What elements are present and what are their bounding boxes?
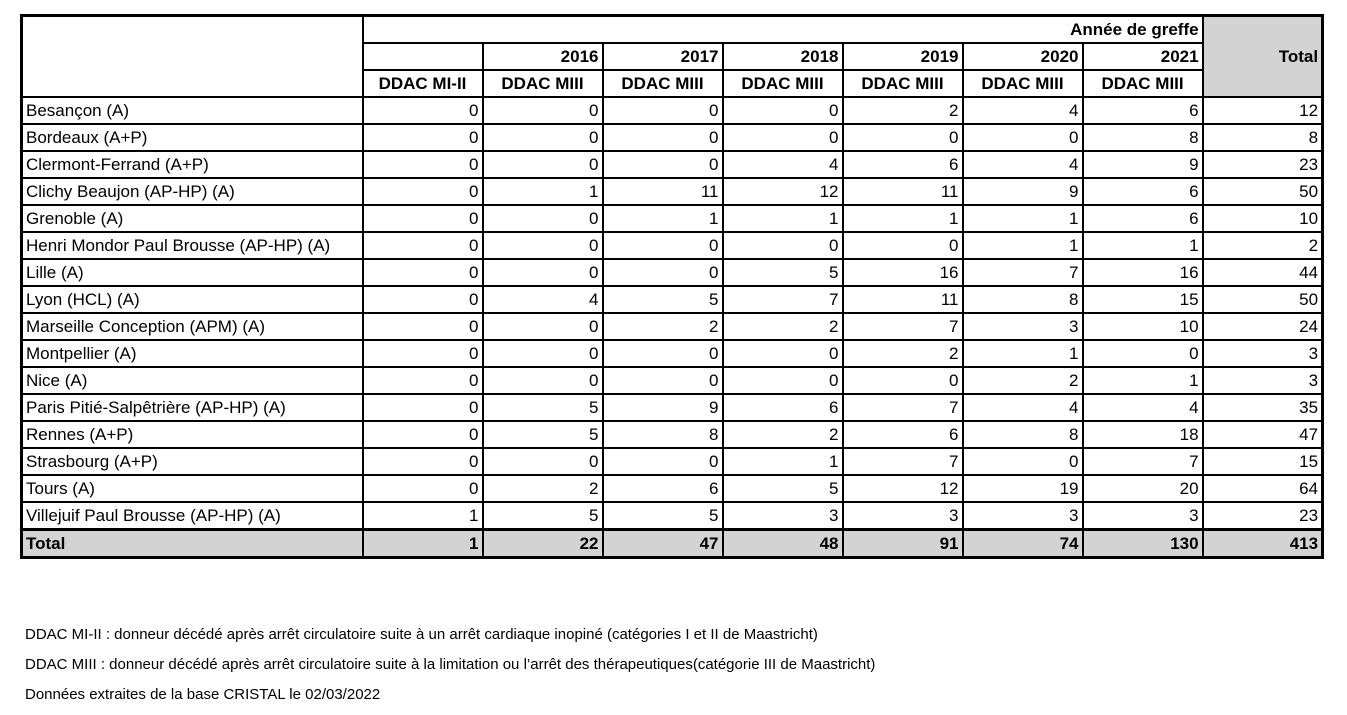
year-header: 2018: [723, 43, 843, 70]
value-cell: 9: [1083, 151, 1203, 178]
value-cell: 4: [1083, 394, 1203, 421]
value-cell: 1: [1083, 367, 1203, 394]
value-cell: 0: [483, 205, 603, 232]
value-cell: 6: [843, 151, 963, 178]
value-cell: 6: [723, 394, 843, 421]
row-total-cell: 64: [1203, 475, 1323, 502]
value-cell: 4: [963, 97, 1083, 124]
table-row: [22, 367, 1323, 394]
row-label: Nice (A): [22, 367, 363, 394]
donor-category-header: DDAC MIII: [723, 70, 843, 97]
row-total-cell: 8: [1203, 124, 1323, 151]
table-row: [22, 259, 1323, 286]
value-cell: 0: [483, 232, 603, 259]
value-cell: 2: [843, 340, 963, 367]
row-label: Strasbourg (A+P): [22, 448, 363, 475]
row-total-cell: 47: [1203, 421, 1323, 448]
value-cell: 20: [1083, 475, 1203, 502]
row-total-cell: 10: [1203, 205, 1323, 232]
value-cell: 0: [483, 97, 603, 124]
table-row: [22, 124, 1323, 151]
table-row: [22, 286, 1323, 313]
value-cell: 11: [843, 286, 963, 313]
value-cell: 6: [1083, 205, 1203, 232]
value-cell: 0: [603, 124, 723, 151]
value-cell: 3: [963, 502, 1083, 530]
value-cell: 11: [843, 178, 963, 205]
row-total-cell: 413: [1203, 530, 1323, 558]
donor-category-header: DDAC MIII: [483, 70, 603, 97]
value-cell: 7: [1083, 448, 1203, 475]
value-cell: 16: [1083, 259, 1203, 286]
value-cell: 0: [963, 448, 1083, 475]
footnote-ddac-miii: DDAC MIII : donneur décédé après arrêt circulatoire suite à la limitation ou l’arrêt des thérapeutiques(catégorie III de Maastricht): [25, 656, 876, 673]
value-cell: 2: [843, 97, 963, 124]
year-header: 2020: [963, 43, 1083, 70]
row-label: Besançon (A): [22, 97, 363, 124]
table-row: [22, 205, 1323, 232]
value-cell: 0: [963, 124, 1083, 151]
value-cell: 7: [843, 448, 963, 475]
value-cell: 4: [483, 286, 603, 313]
value-cell: 8: [963, 286, 1083, 313]
value-cell: 4: [723, 151, 843, 178]
table-row: [22, 340, 1323, 367]
year-blank-cell: [363, 43, 483, 70]
value-cell: 2: [483, 475, 603, 502]
table-header: [22, 16, 1323, 98]
total-column-header: Total: [1203, 16, 1323, 98]
value-cell: 19: [963, 475, 1083, 502]
row-total-cell: 50: [1203, 178, 1323, 205]
footnote-data-source: Données extraites de la base CRISTAL le 02/03/2022: [25, 686, 381, 703]
value-cell: 1: [363, 502, 483, 530]
value-cell: 0: [483, 151, 603, 178]
value-cell: 130: [1083, 530, 1203, 558]
value-cell: 2: [723, 421, 843, 448]
value-cell: 8: [1083, 124, 1203, 151]
value-cell: 0: [843, 367, 963, 394]
year-header: 2016: [483, 43, 603, 70]
value-cell: 10: [1083, 313, 1203, 340]
row-total-cell: 15: [1203, 448, 1323, 475]
transplant-table: [20, 14, 1324, 559]
value-cell: 5: [723, 475, 843, 502]
value-cell: 0: [483, 448, 603, 475]
row-label: Grenoble (A): [22, 205, 363, 232]
row-total-cell: 35: [1203, 394, 1323, 421]
donor-category-header: DDAC MIII: [1083, 70, 1203, 97]
value-cell: 4: [963, 394, 1083, 421]
row-total-cell: 12: [1203, 97, 1323, 124]
value-cell: 5: [483, 394, 603, 421]
row-label: Henri Mondor Paul Brousse (AP-HP) (A): [22, 232, 363, 259]
value-cell: 4: [963, 151, 1083, 178]
value-cell: 1: [963, 340, 1083, 367]
value-cell: 0: [723, 97, 843, 124]
value-cell: 0: [363, 421, 483, 448]
value-cell: 0: [843, 232, 963, 259]
row-total-cell: 24: [1203, 313, 1323, 340]
value-cell: 0: [363, 178, 483, 205]
value-cell: 1: [1083, 232, 1203, 259]
value-cell: 7: [843, 394, 963, 421]
value-cell: 8: [603, 421, 723, 448]
value-cell: 1: [483, 178, 603, 205]
value-cell: 15: [1083, 286, 1203, 313]
value-cell: 9: [603, 394, 723, 421]
row-label: Tours (A): [22, 475, 363, 502]
year-header: 2019: [843, 43, 963, 70]
table-body: [22, 97, 1323, 558]
table-row: [22, 394, 1323, 421]
row-label: Bordeaux (A+P): [22, 124, 363, 151]
table-row: [22, 502, 1323, 530]
value-cell: 1: [723, 448, 843, 475]
value-cell: 1: [363, 530, 483, 558]
value-cell: 0: [723, 232, 843, 259]
value-cell: 0: [483, 313, 603, 340]
value-cell: 91: [843, 530, 963, 558]
year-header: 2021: [1083, 43, 1203, 70]
value-cell: 1: [723, 205, 843, 232]
value-cell: 2: [963, 367, 1083, 394]
value-cell: 0: [603, 259, 723, 286]
row-label: Paris Pitié-Salpêtrière (AP-HP) (A): [22, 394, 363, 421]
value-cell: 2: [603, 313, 723, 340]
value-cell: 7: [723, 286, 843, 313]
row-label: Marseille Conception (APM) (A): [22, 313, 363, 340]
value-cell: 12: [723, 178, 843, 205]
table-row: [22, 97, 1323, 124]
value-cell: 0: [363, 394, 483, 421]
row-label: Lille (A): [22, 259, 363, 286]
value-cell: 0: [723, 124, 843, 151]
year-header: 2017: [603, 43, 723, 70]
value-cell: 0: [603, 97, 723, 124]
value-cell: 0: [363, 232, 483, 259]
value-cell: 6: [1083, 178, 1203, 205]
value-cell: 22: [483, 530, 603, 558]
value-cell: 0: [483, 124, 603, 151]
table-row: [22, 151, 1323, 178]
value-cell: 11: [603, 178, 723, 205]
value-cell: 6: [843, 421, 963, 448]
value-cell: 16: [843, 259, 963, 286]
row-total-cell: 2: [1203, 232, 1323, 259]
value-cell: 5: [603, 286, 723, 313]
row-total-cell: 3: [1203, 340, 1323, 367]
table-row: [22, 313, 1323, 340]
value-cell: 0: [363, 475, 483, 502]
donor-category-header: DDAC MIII: [963, 70, 1083, 97]
value-cell: 0: [363, 286, 483, 313]
value-cell: 0: [483, 259, 603, 286]
header-corner: [22, 16, 363, 98]
value-cell: 5: [603, 502, 723, 530]
donor-category-header: DDAC MIII: [603, 70, 723, 97]
value-cell: 0: [363, 151, 483, 178]
value-cell: 0: [843, 124, 963, 151]
value-cell: 3: [723, 502, 843, 530]
value-cell: 0: [483, 367, 603, 394]
value-cell: 0: [363, 124, 483, 151]
value-cell: 1: [843, 205, 963, 232]
row-total-cell: 23: [1203, 151, 1323, 178]
table-row: [22, 178, 1323, 205]
value-cell: 7: [843, 313, 963, 340]
total-row: [22, 530, 1323, 558]
row-label: Lyon (HCL) (A): [22, 286, 363, 313]
table-row: [22, 475, 1323, 502]
value-cell: 18: [1083, 421, 1203, 448]
annee-de-greffe-header: Année de greffe: [363, 16, 1203, 44]
value-cell: 0: [363, 340, 483, 367]
row-label: Montpellier (A): [22, 340, 363, 367]
value-cell: 0: [723, 367, 843, 394]
value-cell: 3: [843, 502, 963, 530]
value-cell: 0: [363, 205, 483, 232]
row-total-cell: 3: [1203, 367, 1323, 394]
value-cell: 1: [963, 232, 1083, 259]
footnote-ddac-mi-ii: DDAC MI-II : donneur décédé après arrêt circulatoire suite à un arrêt cardiaque inopiné (catégories I et II de Maastricht): [25, 626, 818, 643]
value-cell: 0: [603, 232, 723, 259]
value-cell: 2: [723, 313, 843, 340]
value-cell: 0: [363, 448, 483, 475]
value-cell: 3: [1083, 502, 1203, 530]
row-label: Total: [22, 530, 363, 558]
value-cell: 0: [603, 367, 723, 394]
value-cell: 0: [603, 448, 723, 475]
row-total-cell: 50: [1203, 286, 1323, 313]
value-cell: 5: [723, 259, 843, 286]
value-cell: 0: [483, 340, 603, 367]
value-cell: 6: [603, 475, 723, 502]
value-cell: 3: [963, 313, 1083, 340]
value-cell: 0: [363, 259, 483, 286]
value-cell: 5: [483, 502, 603, 530]
value-cell: 12: [843, 475, 963, 502]
value-cell: 0: [603, 340, 723, 367]
donor-category-header: DDAC MI-II: [363, 70, 483, 97]
row-total-cell: 44: [1203, 259, 1323, 286]
row-label: Clichy Beaujon (AP-HP) (A): [22, 178, 363, 205]
row-label: Villejuif Paul Brousse (AP-HP) (A): [22, 502, 363, 530]
value-cell: 0: [363, 97, 483, 124]
table-row: [22, 421, 1323, 448]
value-cell: 47: [603, 530, 723, 558]
value-cell: 0: [363, 313, 483, 340]
table-row: [22, 448, 1323, 475]
value-cell: 0: [1083, 340, 1203, 367]
value-cell: 6: [1083, 97, 1203, 124]
footnotes: [25, 620, 875, 710]
value-cell: 0: [603, 151, 723, 178]
table-row: [22, 232, 1323, 259]
value-cell: 0: [363, 367, 483, 394]
donor-category-header: DDAC MIII: [843, 70, 963, 97]
value-cell: 5: [483, 421, 603, 448]
value-cell: 9: [963, 178, 1083, 205]
value-cell: 8: [963, 421, 1083, 448]
row-label: Clermont-Ferrand (A+P): [22, 151, 363, 178]
value-cell: 48: [723, 530, 843, 558]
value-cell: 0: [723, 340, 843, 367]
value-cell: 74: [963, 530, 1083, 558]
value-cell: 7: [963, 259, 1083, 286]
row-label: Rennes (A+P): [22, 421, 363, 448]
value-cell: 1: [963, 205, 1083, 232]
row-total-cell: 23: [1203, 502, 1323, 530]
value-cell: 1: [603, 205, 723, 232]
